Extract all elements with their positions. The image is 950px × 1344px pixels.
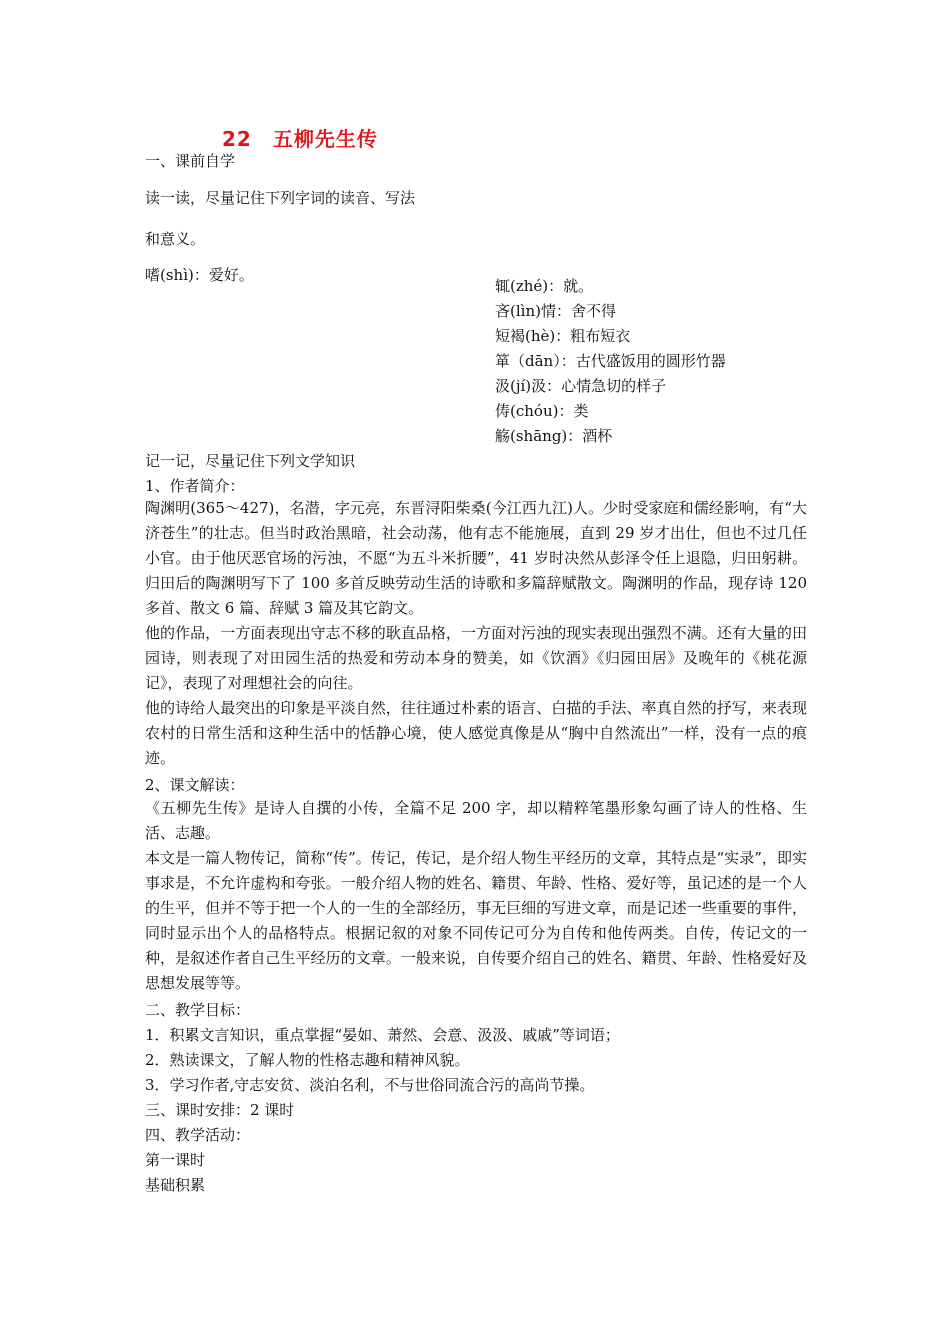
reading-instruction: 读一读，尽量记住下列字词的读音、写法	[145, 189, 416, 207]
lesson-label: 第一课时	[145, 1151, 206, 1169]
vocab-item: 短褐(hè)：粗布短衣	[495, 327, 631, 345]
page-title: 22 五柳先生传	[222, 127, 378, 151]
text-analysis-heading: 2、课文解读：	[145, 776, 245, 794]
vocab-item: 俦(chóu)：类	[495, 402, 589, 420]
author-paragraph-3: 他的诗给人最突出的印象是平淡自然，往往通过朴素的语言、白描的手法、率真自然的抒写，来表现农村的日常生活和这种生活中的恬静心境，使人感觉真像是从“胸中自然流出”一样，没有一点的痕迹。	[145, 699, 807, 767]
vocab-item: 辄(zhé)：就。	[495, 277, 594, 295]
text-analysis-paragraph-1: 《五柳先生传》是诗人自撰的小传，全篇不足 200 字，却以精粹笔墨形象勾画了诗人的性格、生活、志趣。	[145, 799, 807, 842]
goal-item: 1．积累文言知识，重点掌握“晏如、萧然、会意、汲汲、戚戚”等词语；	[145, 1026, 620, 1044]
schedule-heading: 三、课时安排：2 课时	[145, 1101, 295, 1119]
vocab-item: 吝(lìn)情：舍不得	[495, 302, 616, 320]
section-heading-preview: 一、课前自学	[145, 152, 236, 170]
vocab-item: 汲(jí)汲：心情急切的样子	[495, 377, 667, 395]
topic-label: 基础积累	[145, 1176, 206, 1194]
goal-item: 2．熟读课文，了解人物的性格志趣和精神风貌。	[145, 1051, 470, 1069]
author-paragraph-1: 陶渊明(365～427)，名潜，字元亮，东晋浔阳柴桑(今江西九江)人。少时受家庭和儒经影响，有“大济苍生”的壮志。但当时政治黑暗，社会动荡，他有志不能施展，直到 29 岁才出仕，但也不过几任小官。由于他厌恶官场的污浊，不愿“为五斗米折腰”，41 岁时决然从彭泽令任上退隐，归田躬耕。归田后的陶渊明写下了 100 多首反映劳动生活的诗歌和多篇辞赋散文。陶渊明的作品，现存诗 120 多首、散文 6 篇、辞赋 3 篇及其它韵文。	[145, 499, 807, 617]
goals-heading: 二、教学目标：	[145, 1001, 251, 1019]
author-heading: 1、作者简介：	[145, 477, 245, 495]
vocab-item: 箪（dān）：古代盛饭用的圆形竹器	[495, 352, 726, 370]
activities-heading: 四、教学活动：	[145, 1126, 251, 1144]
memorize-instruction: 记一记，尽量记住下列文学知识	[145, 452, 356, 470]
text-analysis-paragraph-2: 本文是一篇人物传记，简称“传”。传记，传记，是介绍人物生平经历的文章，其特点是“实录”，即实事求是，不允许虚构和夸张。一般介绍人物的姓名、籍贯、年龄、性格、爱好等，虽记述的是一个人的生平，但并不等于把一个人的一生的全部经历，事无巨细的写进文章，而是记述一些重要的事件，同时显示出个人的品格特点。根据记叙的对象不同传记可分为自传和他传两类。自传，传记文的一种，是叙述作者自己生平经历的文章。一般来说，自传要介绍自己的姓名、籍贯、年龄、性格爱好及思想发展等等。	[145, 849, 807, 992]
goal-item: 3．学习作者,守志安贫、淡泊名利，不与世俗同流合污的高尚节操。	[145, 1076, 595, 1094]
vocab-item-first: 嗜(shì)：爱好。	[145, 266, 254, 284]
reading-instruction-cont: 和意义。	[145, 230, 206, 248]
author-paragraph-2: 他的作品，一方面表现出守志不移的耿直品格，一方面对污浊的现实表现出强烈不满。还有大量的田园诗，则表现了对田园生活的热爱和劳动本身的赞美，如《饮酒》《归园田居》及晚年的《桃花源记》，表现了对理想社会的向往。	[145, 624, 807, 692]
vocab-item: 觞(shāng)：酒杯	[495, 427, 613, 445]
